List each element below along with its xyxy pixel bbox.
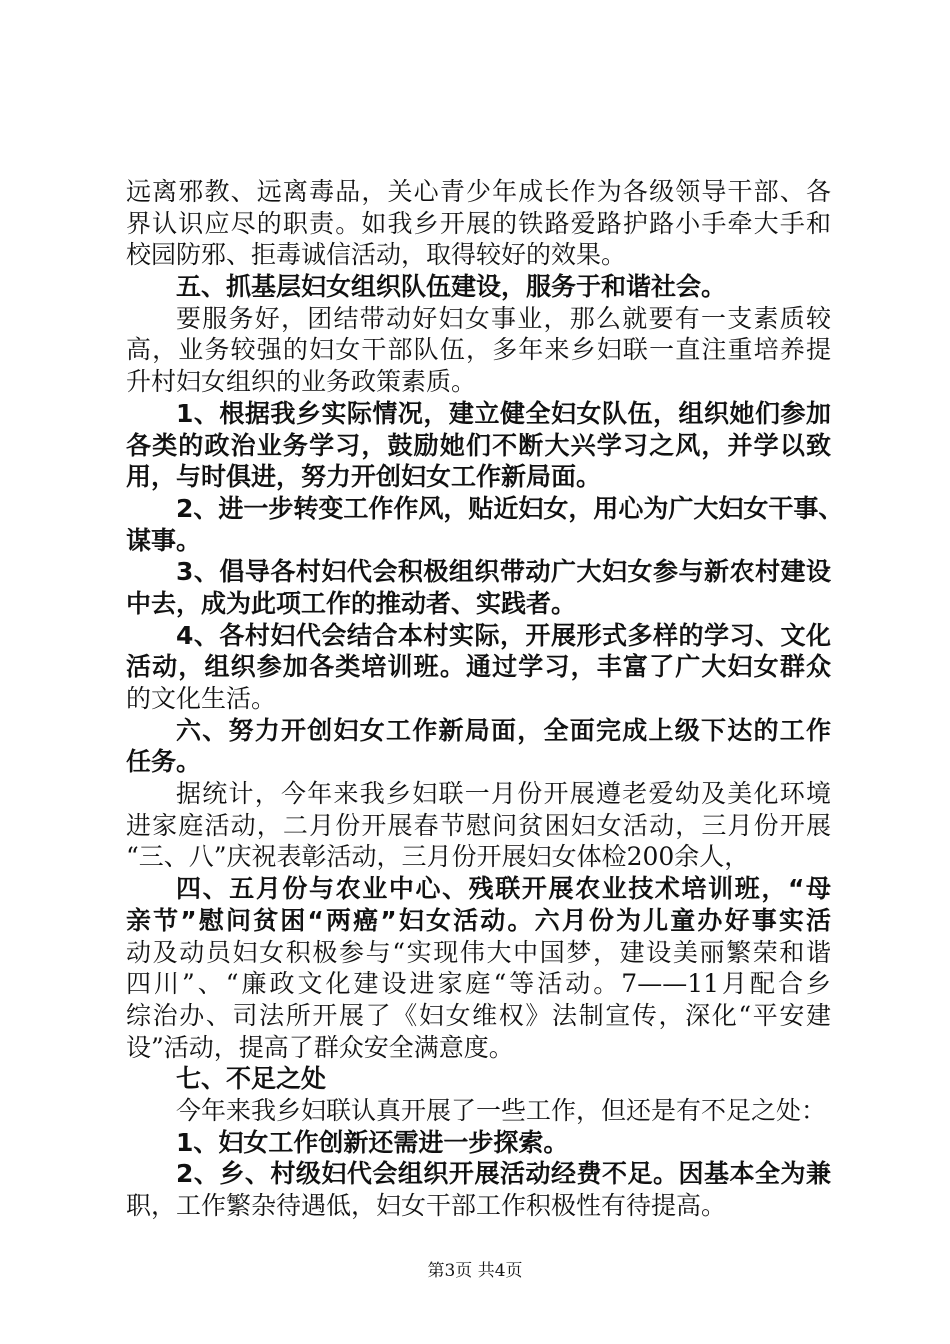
page-footer: [0, 1256, 950, 1281]
text-line: 职，工作繁杂待遇低，妇女干部工作积极性有待提高。: [126, 1191, 727, 1220]
text-line: 各类的政治业务学习，鼓励她们不断大兴学习之风，并学以致: [126, 430, 831, 460]
text-line: 2、进一步转变工作作风，贴近妇女，用心为广大妇女干事、: [176, 493, 844, 523]
text-line: 界认识应尽的职责。如我乡开展的铁路爱路护路小手牵大手和: [126, 208, 831, 238]
text-line: 升村妇女组织的业务政策素质。: [126, 367, 477, 397]
document-body: [126, 176, 844, 1222]
text-line: 四、五月份与农业中心、残联开展农业技术培训班，“母: [176, 874, 831, 904]
text-line: 的文化生活。: [126, 684, 277, 713]
text-line: 1、根据我乡实际情况，建立健全妇女队伍，组织她们参加: [176, 398, 831, 428]
text-line: 用，与时俱进，努力开创妇女工作新局面。: [126, 462, 602, 492]
text-line: 4、各村妇代会结合本村实际，开展形式多样的学习、文化: [176, 620, 831, 650]
text-line: 2、乡、村级妇代会组织开展活动经费不足。因基本全为兼: [176, 1159, 831, 1189]
text-line: 综治办、司法所开展了《妇女维权》法制宣传，深化“平安建: [126, 1000, 831, 1030]
text-line: 亲节”慰问贫困“两癌”妇女活动。六月份为儿童办好事实活: [126, 905, 831, 935]
text-line: 远离邪教、远离毒品，关心青少年成长作为各级领导干部、各: [126, 177, 831, 206]
text-line: 任务。: [126, 747, 202, 777]
text-line: 动及动员妇女积极参与“实现伟大中国梦，建设美丽繁荣和谐: [126, 937, 831, 967]
text-line: 设”活动，提高了群众安全满意度。: [126, 1032, 514, 1062]
text-line: 六、努力开创妇女工作新局面，全面完成上级下达的工作: [176, 715, 831, 745]
text-line: 进家庭活动，二月份开展春节慰问贫困妇女活动，三月份开展: [126, 810, 831, 840]
text-line: 校园防邪、拒毒诚信活动，取得较好的效果。: [126, 240, 627, 270]
text-line: 据统计，今年来我乡妇联一月份开展遵老爱幼及美化环境: [176, 779, 831, 809]
text-line: 五、抓基层妇女组织队伍建设，服务于和谐社会。: [176, 272, 727, 302]
text-line: 四川”、“廉政文化建设进家庭“等活动。7——11月配合乡: [126, 969, 831, 999]
text-line: 七、不足之处: [176, 1064, 327, 1094]
text-line: 要服务好，团结带动好妇女事业，那么就要有一支素质较: [176, 303, 831, 333]
text-line: 高，业务较强的妇女干部队伍，多年来乡妇联一直注重培养提: [126, 335, 831, 365]
text-line: 活动，组织参加各类培训班。通过学习，丰富了广大妇女群众: [126, 652, 831, 682]
text-line: 谋事。: [126, 525, 202, 555]
text-line: 今年来我乡妇联认真开展了一些工作，但还是有不足之处：: [176, 1095, 827, 1125]
page-number-label: 第3页 共4页: [427, 1261, 523, 1281]
text-line: 中去，成为此项工作的推动者、实践者。: [126, 588, 577, 618]
text-line: 3、倡导各村妇代会积极组织带动广大妇女参与新农村建设: [176, 557, 831, 587]
text-line: 1、妇女工作创新还需进一步探索。: [176, 1127, 569, 1157]
text-line: “三、八”庆祝表彰活动，三月份开展妇女体检200余人，: [126, 842, 750, 872]
